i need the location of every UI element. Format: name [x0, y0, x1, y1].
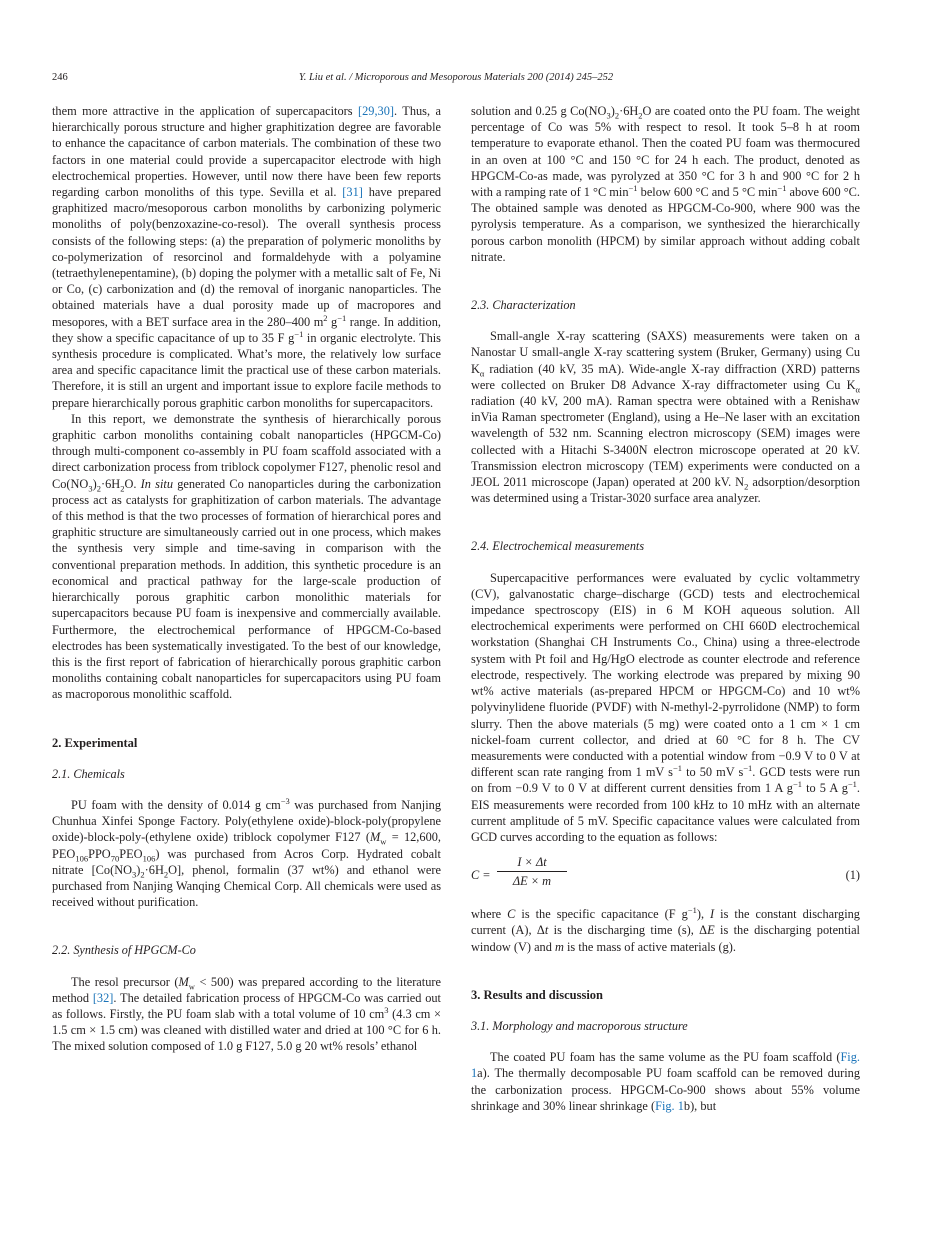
page-number: 246	[52, 72, 68, 83]
intro-paragraph-1: them more attractive in the application of supercapacitors [29,30]. Thus, a hierarchically porous structure and higher graphitization degree are favorable to enhance the capacitance of carbon materials. The combination of these two factors in one material could provide a supercapacitor electrode with high electrochemical properties. However, until now there have been few reports regarding carbon monoliths of this type. Sevilla et al. [31] have prepared graphitized macro/mesoporous carbon monoliths by carbonizing polymeric monoliths of poly(benzoxazine-co-resol). The overall synthesis process consists of the following steps: (a) the preparation of polymeric monoliths by co-polymerization of resorcinol and formaldehyde with a polyamine (tetraethylenepentamine), (b) doping the polymer with a metallic salt of Fe, Ni or Co, (c) carbonization and (d) the removal of inorganic nanoparticles. The obtained materials have a dual porosity made up of macropores and mesopores, with a BET surface area in the 280–400 $m^2$ $g^{-1}$ range. In addition, they show a specific capacitance of up to 35 F $g^{-1}$ in organic electrolyte. This synthesis procedure is complicated. What’s more, the relatively low surface area and specific capacitance limit the practical use of these carbon materials. Therefore, it is still an urgent and important issue to explore facile methods to prepare hierarchically porous graphitic carbon monoliths for supercapacitors.	[52, 104, 441, 410]
equation-lhs: C	[471, 868, 480, 883]
synthesis-paragraph-continued: solution and 0.25 g $Co(NO_3)_2\cdot 6H_2O$ are coated onto the PU foam. The weight percentage of Co was 5% with respect to resol. It took 5–8 h at room temperature to evaporate ethanol. Then the coated PU foam was thermocured in an oven at 100 °C and 150 °C for 24 h each. The product, denoted as HPGCM-Co-as made, was pyrolyzed at 350 °C for 3 h and 900 °C for 2 h with a ramping rate of 1 °C $\min^{-1}$ below 600 °C and 5 °C $\min^{-1}$ above 600 °C. The obtained sample was denoted as HPGCM-Co-900, where 900 was the pyrolysis temperature. As a comparison, we synthesized the hierarchically porous carbon monolith (HPCM) by similar approach without adding cobalt nitrate.	[471, 104, 860, 264]
equation-fraction	[497, 854, 567, 889]
citation-link[interactable]: [32]	[92, 990, 114, 1005]
morphology-paragraph: The coated PU foam has the same volume as the PU foam scaffold (Fig. 1a). The thermally decomposable PU foam scaffold can be removed during the carbonization process. HPGCM-Co-900 shows about 55% volume shrinkage and 30% linear shrinkage (Fig. 1b), but	[471, 1050, 860, 1113]
journal-citation: Y. Liu et al. / Microporous and Mesoporous Materials 200 (2014) 245–252	[298, 72, 614, 83]
subsection-heading-morphology: 3.1. Morphology and macroporous structure	[471, 1018, 688, 1033]
figure-link[interactable]: Fig. 1	[655, 1098, 684, 1113]
electrochemical-paragraph: Supercapacitive performances were evaluated by cyclic voltammetry (CV), galvanostatic charge–discharge (GCD) tests and electrochemical impedance spectroscopy (EIS) in 6 M KOH aqueous solution. All electrochemical experiments were performed on CHI 660D electrochemical workstation (Shanghai CH Instruments Co., China) using a three-electrode system with Pt foil and Hg/HgO electrode as counter electrode and reference electrode, respectively. The working electrode was prepared by mixing 90 wt% active materials (as-prepared HPCM or HPGCM-Co) and 10 wt% polyvinylidene fluoride (PVDF) with N-methyl-2-pyrrolidone (NMP) to form slurry. Then the above materials (5 mg) were coated onto a 1 cm × 1 cm nickel-foam current collector, and dried at 60 °C for 8 h. The CV measurements were conducted with a potential window from −0.9 V to 0 V at different scan rate ranging from 1 mV $s^{-1}$ to 50 mV $s^{-1}$. GCD tests were run on from −0.9 V to 0 V at different current densities from 1 A $g^{-1}$ to 5 A $g^{-1}$. EIS measurements were recorded from 100 kHz to 10 mHz with an alternate current amplitude of 5 mV. Specific capacitance values were calculated from GCD curves according to the equation as follows:	[471, 570, 861, 844]
figure-link[interactable]: Fig. 1	[471, 1050, 860, 1081]
subsection-heading-chemicals: 2.1. Chemicals	[52, 766, 125, 781]
citation-link[interactable]: [31]	[342, 185, 363, 200]
citation-link[interactable]: [29,30]	[358, 104, 394, 118]
equation-1	[471, 852, 860, 900]
chemicals-paragraph: PU foam with the density of 0.014 g $cm^{-3}$ was purchased from Nanjing Chunhua Xinfei Sponge Factory. Poly(ethylene oxide)-block-poly(propylene oxide)-block-poly-(ethylene oxide) triblock copolymer F127 ($M_w = 12,600$, $PEO_{106}PPO_{70}PEO_{106}$) was purchased from Acros Corp. Hydrated cobalt nitrate $[Co(NO_3)_2\cdot 6H_2O]$, phenol, formalin (37 wt%) and ethanol were purchased from Nanjing Wanqing Chemical Corp. All chemicals were used as received without purification.	[52, 795, 442, 910]
equation-numerator: I × Δt	[497, 854, 567, 872]
synthesis-paragraph: The resol precursor $(M_w < 500)$ was prepared according to the literature method [32]. The detailed fabrication process of HPGCM-Co was carried out as follows. Firstly, the PU foam slab with a total volume of 10 $cm^3$ (4.3 cm × 1.5 cm × 1.5 cm) was cleaned with distilled water and dried at 100 °C for 6 h. The mixed solution composed of 1.0 g F127, 5.0 g 20 wt% resols’ ethanol	[52, 974, 441, 1054]
intro-paragraph-2: In this report, we demonstrate the synthesis of hierarchically porous graphitic carbon monoliths containing cobalt nanoparticles (HPGCM-Co) through multi-component co-assembly in PU foam scaffold associated with a direct carbonization process from triblock copolymer F127, phenolic resol and $Co(NO_3)_2\cdot 6H_2O$. In situ generated Co nanoparticles during the carbonization process act as catalysts for graphitization of carbon materials. The advantage of this method is that the two processes of formation of hierarchical pores and graphitic structure are simultaneously carried out in one process, which makes the synthesis very simple and time-saving in comparison with the conventional preparation methods. In addition, this synthetic procedure is an economical and practical pathway for the large-scale production of hierarchically porous graphitic carbon monolithic materials for supercapacitors because PU foam is inexpensive and commercially available. Furthermore, the electrochemical performance of HPGCM-Co-based electrodes has been systematically investigated. To the best of our knowledge, this is the first report of fabrication of hierarchically porous graphitic carbon monoliths containing cobalt nanoparticles for supercapacitors using PU foam as macroporous monolithic scaffold.	[52, 411, 442, 702]
section-heading-experimental: 2. Experimental	[52, 735, 138, 750]
equation-number: (1)	[845, 868, 860, 883]
subsection-heading-characterization: 2.3. Characterization	[471, 298, 576, 313]
left-column	[52, 103, 441, 1055]
running-header	[52, 72, 860, 88]
subsection-heading-synthesis: 2.2. Synthesis of HPGCM-Co	[52, 943, 196, 958]
characterization-paragraph: Small-angle X-ray scattering (SAXS) measurements were taken on a Nanostar U small-angle X-ray scattering system (Bruker, Germany) using Cu $K_\alpha$ radiation (40 kV, 35 mA). Wide-angle X-ray diffraction (XRD) patterns were collected on Bruker D8 Advance X-ray diffractometer using Cu $K_\alpha$ radiation (40 kV, 200 mA). Raman spectra were obtained with a Renishaw inVia Raman spectrometer (England), using a He–Ne laser with an excitation wavelength of 532 nm. Scanning electron microscopy (SEM) images were collected with a Hitachi S-3400N electron microscope operated at 20 kV. Transmission electron microscopy (TEM) experiments were conducted on a JEOL 2011 microscope (Japan) operated at 200 kV. $N_2$ adsorption/desorption was determined using a Tristar-3020 surface area analyzer.	[471, 329, 860, 506]
equation-equals: =	[483, 868, 490, 883]
equation-denominator: ΔE × m	[512, 874, 552, 889]
right-column	[471, 103, 860, 1114]
equation-explanation: where C is the specific capacitance (F $g^{-1}$), I is the constant discharging current (A), Δt is the discharging time (s), ΔE is the discharging potential window (V) and m is the mass of active materials (g).	[471, 905, 860, 954]
section-heading-results: 3. Results and discussion	[471, 987, 603, 1002]
subsection-heading-electrochemical: 2.4. Electrochemical measurements	[471, 539, 645, 554]
